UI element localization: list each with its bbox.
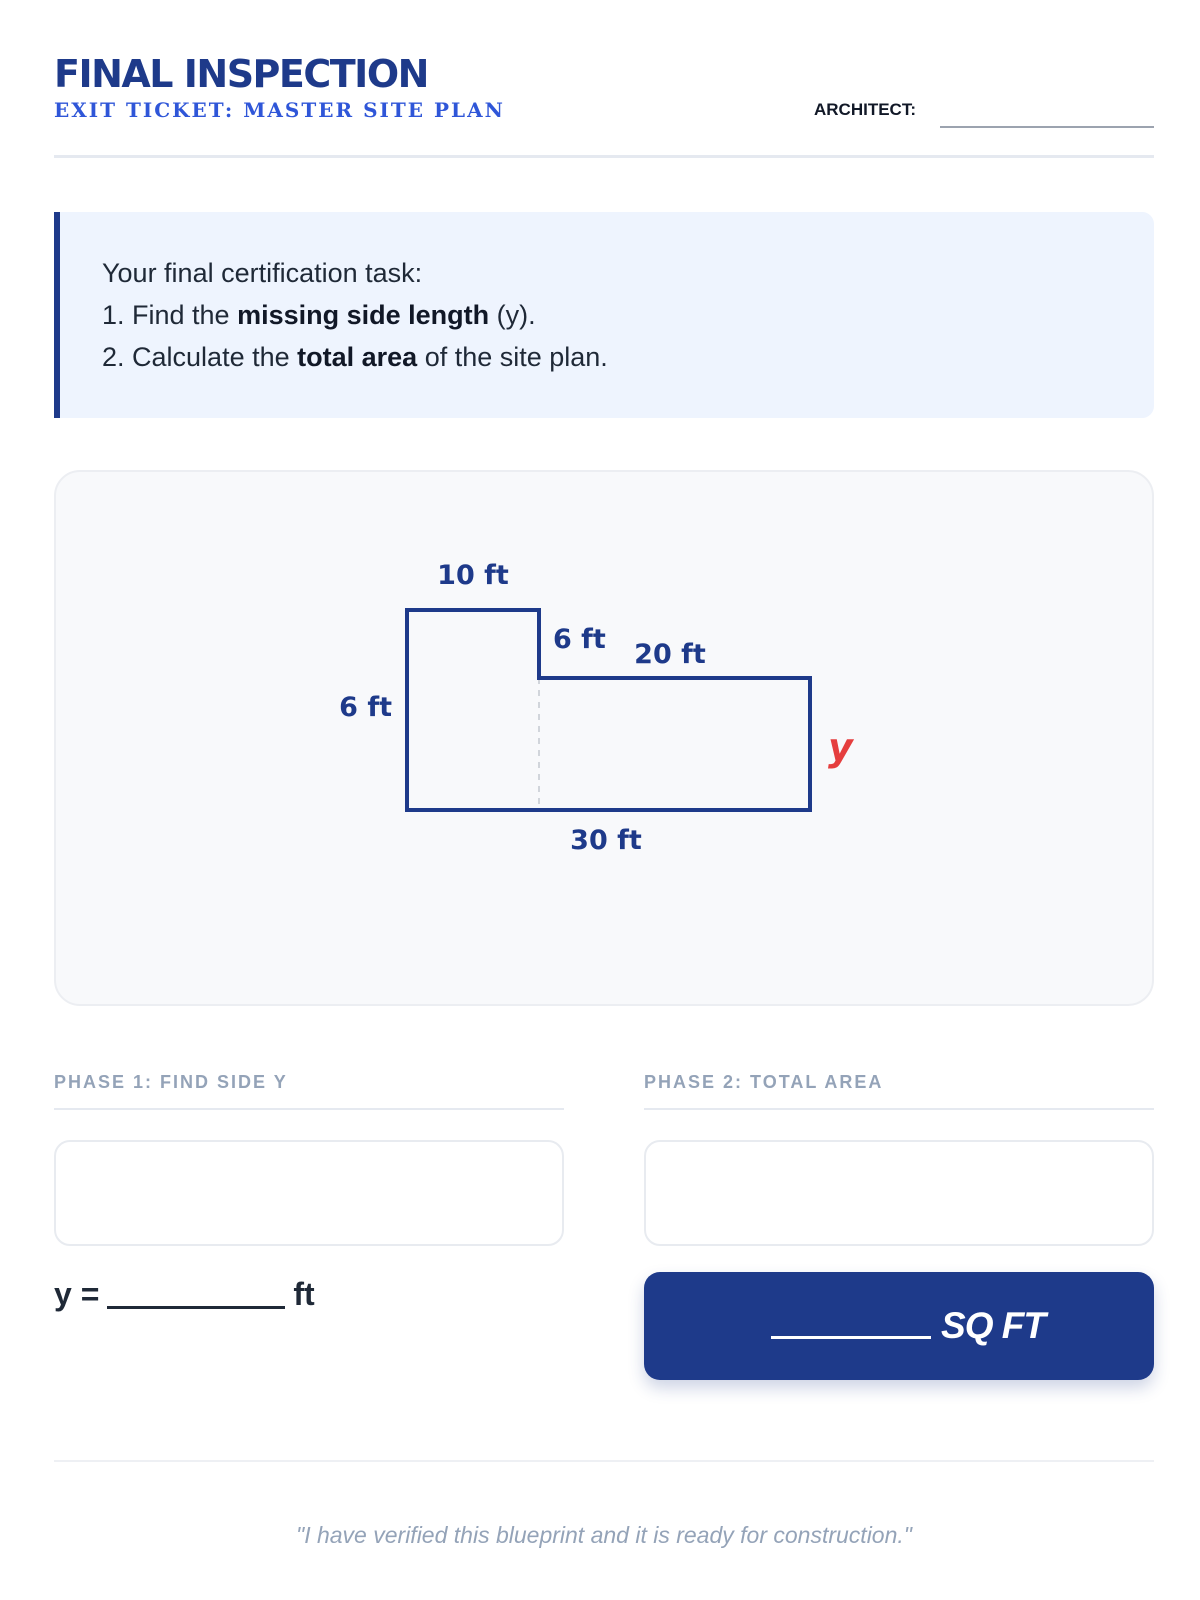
phase-1-work-box[interactable] [54,1140,564,1246]
label-top-right: 20 ft [634,639,706,670]
area-answer-blank[interactable] [771,1336,931,1339]
phase-2-work-box[interactable] [644,1140,1154,1246]
task-step-1 [102,294,1154,336]
y-answer-unit: ft [293,1276,315,1312]
y-answer-blank[interactable] [107,1306,285,1309]
task-step-1-prefix: 1. Find the [102,300,238,330]
phase-1-section [54,1072,564,1246]
task-step-2 [102,336,1154,378]
footer-quote: "I have verified this blueprint and it is ready for construction." [296,1522,912,1548]
page-title: FINAL INSPECTION [54,52,428,96]
site-plan-svg [56,472,1156,1008]
phase-2-section [644,1072,1154,1246]
label-top-left: 10 ft [437,560,509,591]
task-step-2-bold: total area [297,342,418,372]
label-inner-vertical: 6 ft [553,624,606,655]
phase-1-label: PHASE 1: FIND SIDE Y [54,1072,564,1110]
page-subtitle: EXIT TICKET: MASTER SITE PLAN [54,98,505,122]
y-answer-prefix: y = [54,1276,100,1312]
area-answer-box [644,1272,1154,1380]
label-left: 6 ft [339,692,392,723]
task-step-2-suffix: of the site plan. [417,342,608,372]
task-intro: Your final certification task: [102,258,423,288]
phase-2-label: PHASE 2: TOTAL AREA [644,1072,1154,1110]
architect-input-line[interactable] [940,126,1154,128]
task-step-1-bold: missing side length [237,300,490,330]
footer-divider [54,1460,1154,1462]
label-right-unknown: y [828,725,853,769]
label-bottom: 30 ft [570,825,642,856]
page-header [54,50,1154,158]
y-answer-row [54,1276,315,1313]
task-instructions [54,212,1154,418]
architect-label: ARCHITECT: [814,100,916,119]
l-shape-outline [407,610,810,810]
task-step-1-suffix: (y). [489,300,536,330]
architect-field[interactable] [814,100,1154,130]
site-plan-diagram [54,470,1154,1006]
task-step-2-prefix: 2. Calculate the [102,342,298,372]
area-answer-unit: SQ FT [941,1305,1045,1346]
